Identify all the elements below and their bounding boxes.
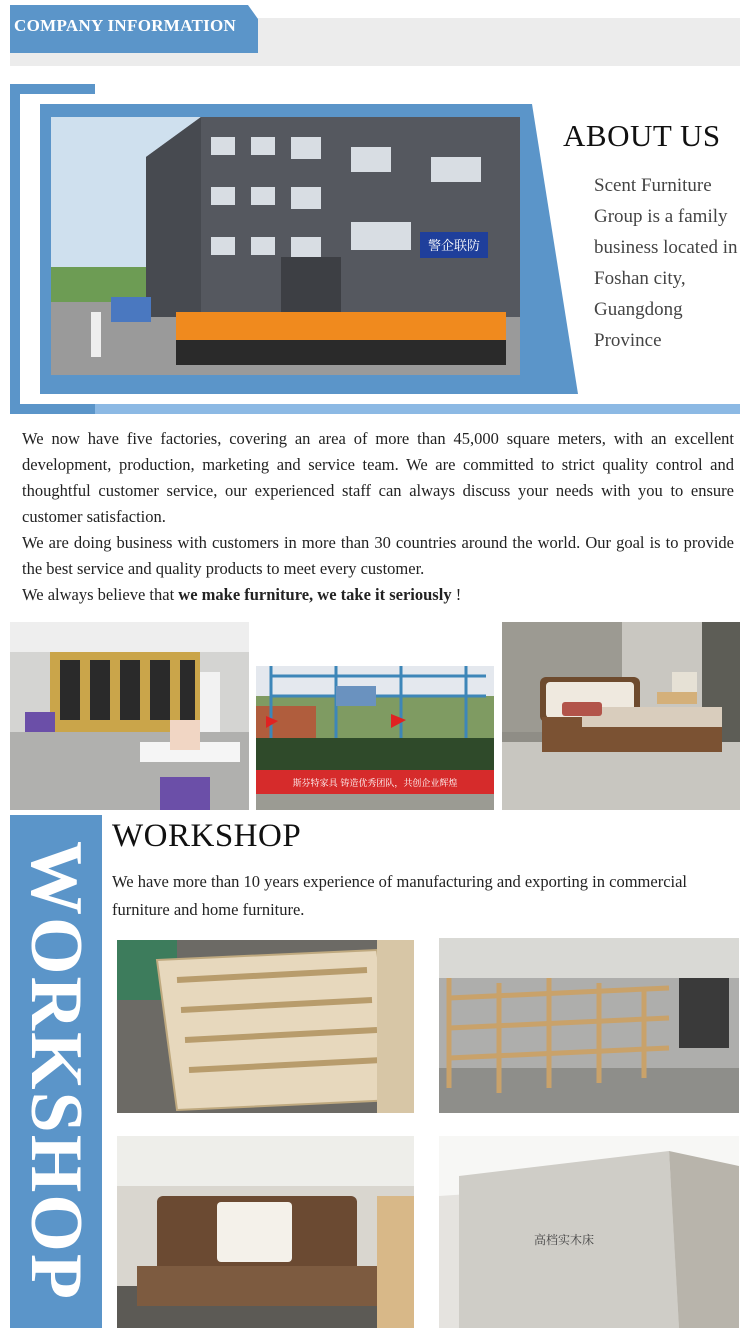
about-description: Scent Furniture Group is a family business located in Foshan city, Guangdong Province: [594, 175, 738, 351]
workshop-photo-frames: [117, 940, 414, 1113]
workshop-photo-packaging: [439, 1136, 739, 1328]
workshop-description: We have more than 10 years experience of manufacturing and exporting in commercial furniture and home furniture.: [112, 872, 688, 919]
workshop-vertical-label: [10, 815, 102, 1328]
about-title: ABOUT US: [563, 118, 721, 153]
factory-sign-text: 警企联防: [427, 239, 481, 254]
description-paragraph-3: [22, 582, 734, 608]
team-banner-text: 斯芬特家具 铸造优秀团队，共创企业辉煌: [292, 779, 458, 789]
about-divider-accent: [10, 404, 95, 414]
motto-prefix: We always believe that: [22, 585, 179, 604]
workshop-title: WORKSHOP: [112, 818, 302, 854]
description-paragraph-1: We now have five factories, covering an area of more than 45,000 square meters, with an excellent development, production, marketing and service team. We are committed to strict quality control and thoughtful customer service, our experienced staff can always discuss your needs with you to ensure customer satisfaction.: [22, 429, 734, 526]
page-title: COMPANY INFORMATION: [14, 16, 237, 35]
office-photo: [10, 622, 249, 810]
company-description: [22, 426, 734, 608]
bedroom-photo: [502, 622, 740, 810]
factory-photo: [51, 117, 520, 375]
workshop-vertical-text: WORKSHOP: [15, 841, 97, 1302]
team-photo: [256, 666, 494, 810]
description-paragraph-2: We are doing business with customers in more than 30 countries around the world. Our goal is to provide the best service and quality products to meet every customer.: [22, 533, 734, 578]
workshop-photo-racks: [439, 938, 739, 1113]
motto-suffix: !: [451, 585, 462, 604]
motto-bold: we make furniture, we take it seriously: [178, 585, 452, 604]
workshop-photo-beds: [117, 1136, 414, 1328]
box-label: 高档实木床: [534, 1233, 595, 1247]
about-divider: [10, 404, 740, 414]
